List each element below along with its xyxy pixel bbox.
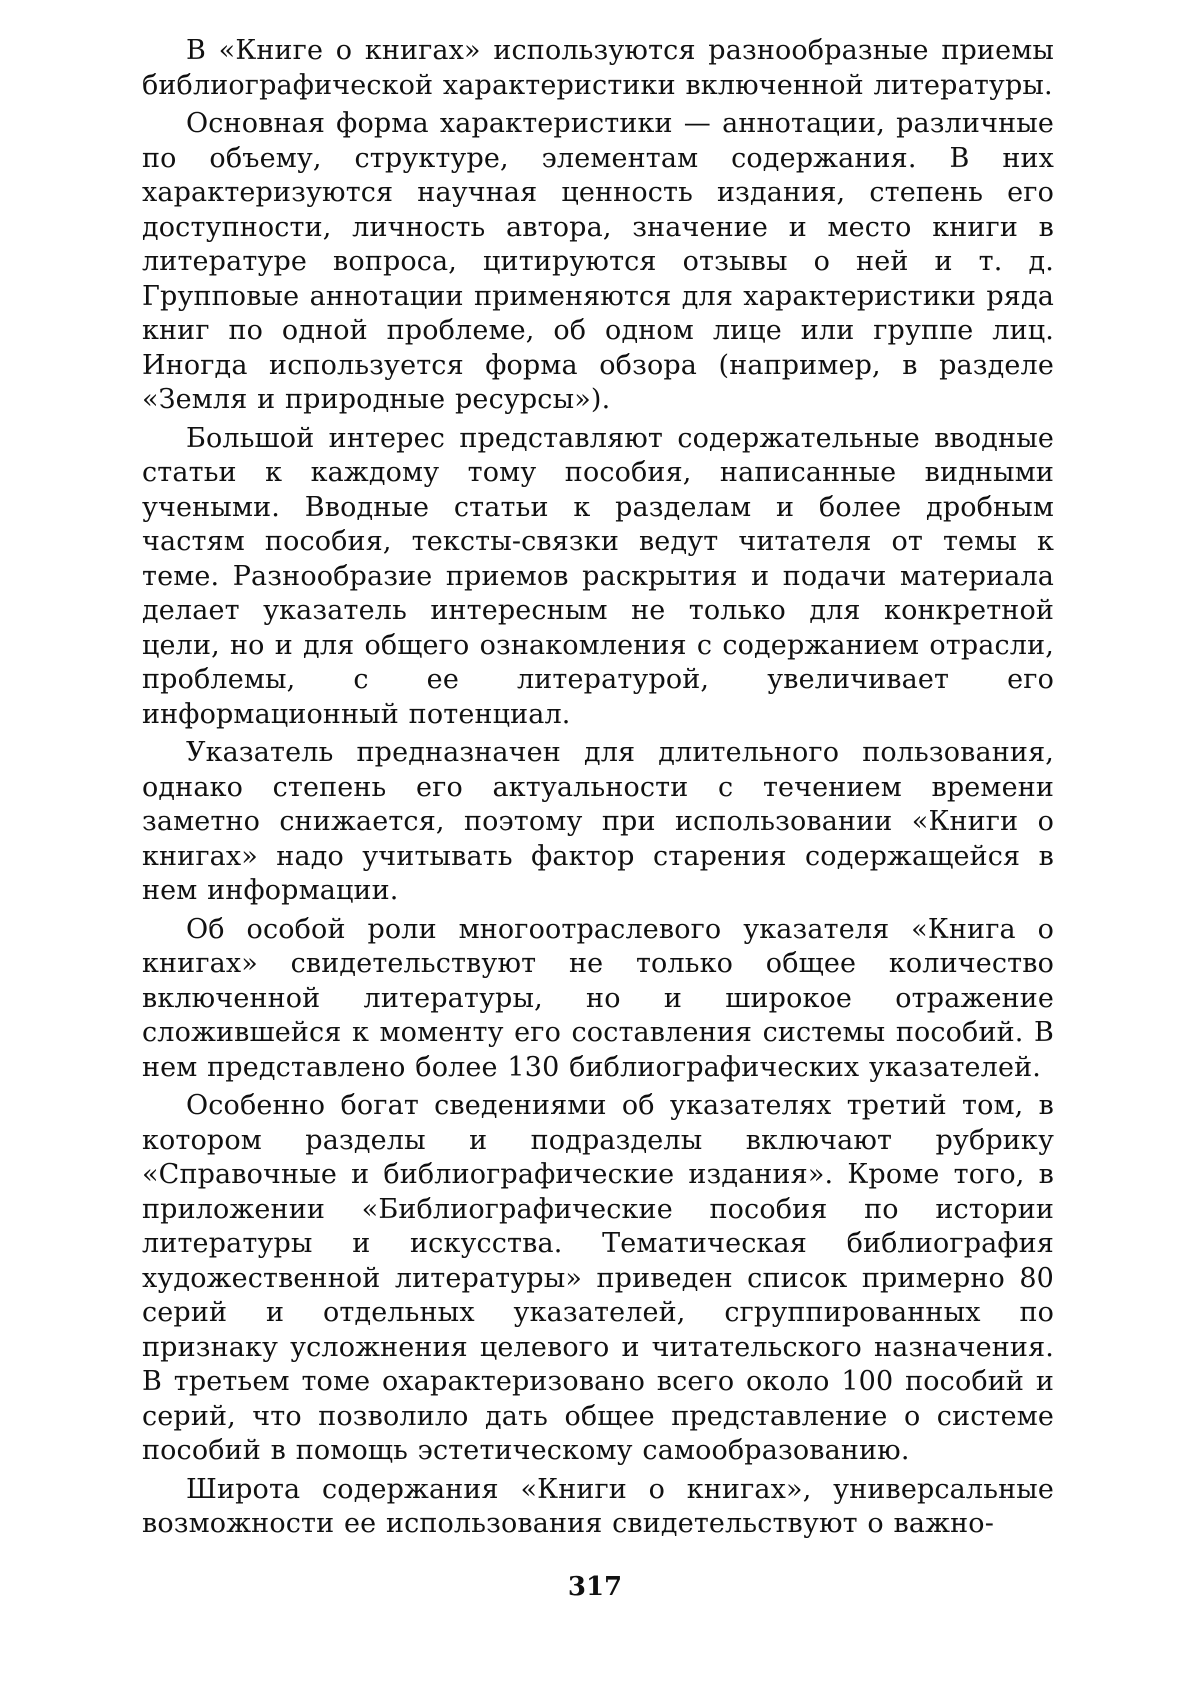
page-number: 317 xyxy=(567,1572,623,1602)
paragraph-1: В «Книге о книгах» используются разнообразные приемы библиографической характеристики включенной литературы. xyxy=(142,35,1054,101)
paragraph-2: Основная форма характеристики — аннотации, различные по объему, структуре, элементам содержания. В них характеризуются научная ценность издания, степень его доступности, личность автора, значение и место книги в литературе вопроса, цитируются отзывы о ней и т. д. Групповые аннотации применяются для характеристики ряда книг по одной проблеме, об одном лице или группе лиц. Иногда используется форма обзора (например, в разделе «Земля и природные ресурсы»). xyxy=(142,108,1054,415)
text-column xyxy=(142,34,1054,1546)
paragraph-3: Большой интерес представляют содержательные вводные статьи к каждому тому пособия, написанные видными учеными. Вводные статьи к разделам и более дробным частям пособия, тексты-связки ведут читателя от темы к теме. Разнообразие приемов раскрытия и подачи материала делает указатель интересным не только для конкретной цели, но и для общего ознакомления с содержанием отрасли, проблемы, с ее литературой, увеличивает его информационный потенциал. xyxy=(142,422,1054,730)
paragraph-7: Широта содержания «Книги о книгах», универсальные возможности ее использования свидетельствуют о важно- xyxy=(142,1473,1054,1539)
paragraph-4: Указатель предназначен для длительного пользования, однако степень его актуальности с течением времени заметно снижается, поэтому при использовании «Книги о книгах» надо учитывать фактор старения содержащейся в нем информации. xyxy=(142,737,1054,906)
paragraph-5: Об особой роли многоотраслевого указателя «Книга о книгах» свидетельствуют не только общее количество включенной литературы, но и широкое отражение сложившейся к моменту его составления системы пособий. В нем представлено более 130 библиографических указателей. xyxy=(142,913,1054,1083)
paragraph-6: Особенно богат сведениями об указателях третий том, в котором разделы и подразделы включают рубрику «Справочные и библиографические издания». Кроме того, в приложении «Библиографические пособия по истории литературы и искусства. Тематическая библиография художественной литературы» приведен список примерно 80 серий и отдельных указателей, сгруппированных по признаку усложнения целевого и читательского назначения. В третьем томе охарактеризовано всего около 100 пособий и серий, что позволило дать общее представление о системе пособий в помощь эстетическому самообразованию. xyxy=(142,1090,1054,1466)
